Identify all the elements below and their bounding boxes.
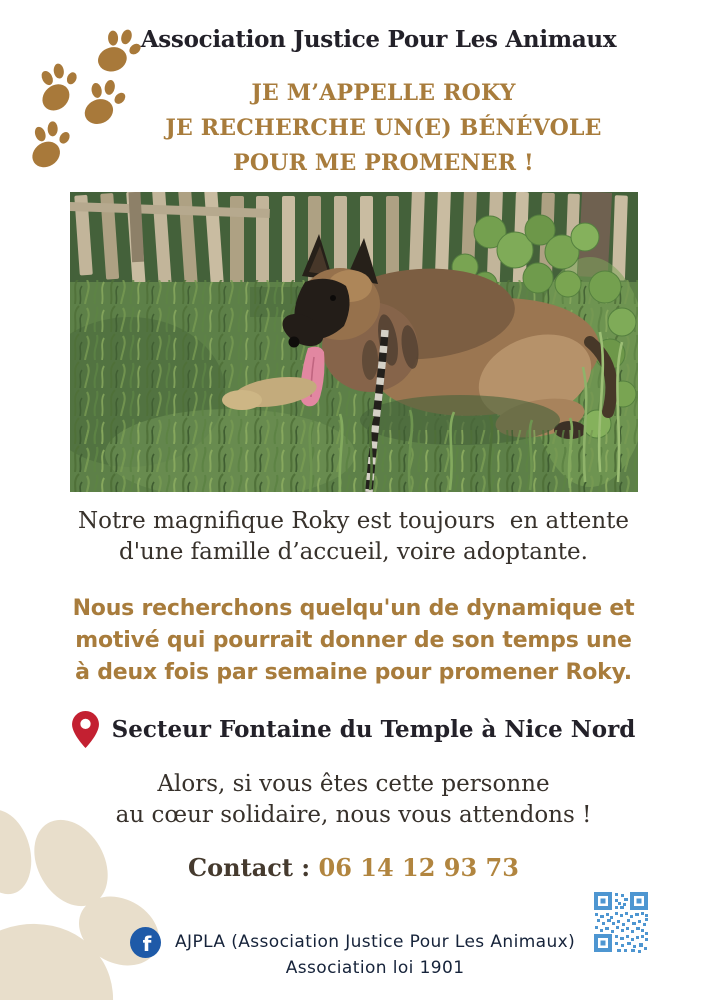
facebook-icon[interactable] (130, 927, 161, 958)
dog-photo (70, 192, 638, 492)
page-title: Association Justice Pour Les Animaux (140, 26, 617, 53)
appeal-line-1: Nous recherchons quelqu'un de dynamique et (72, 596, 635, 621)
headline-line-2: JE RECHERCHE UN(E) BÉNÉVOLE (165, 115, 602, 141)
contact-row (0, 853, 707, 882)
dog-eye (330, 295, 336, 301)
location-text: Secteur Fontaine du Temple à Nice Nord (111, 716, 636, 743)
legal-status: Association loi 1901 (285, 958, 465, 978)
appeal-line-3: à deux fois par semaine pour promener Roky. (75, 660, 632, 685)
contact-phone[interactable]: 06 14 12 93 73 (318, 853, 519, 882)
location-row (0, 711, 707, 748)
contact-label: Contact : (188, 853, 311, 882)
closing-line-2: au cœur solidaire, nous vous attendons ! (115, 802, 592, 828)
intro-line-2: d'une famille d’accueil, voire adoptante. (119, 539, 588, 565)
facebook-page-name[interactable]: AJPLA (Association Justice Pour Les Animaux) (175, 932, 576, 952)
closing-line-1: Alors, si vous êtes cette personne (157, 771, 550, 797)
dog-photo-scene (70, 192, 638, 492)
location-pin-icon (72, 711, 99, 748)
facebook-link[interactable] (130, 927, 575, 981)
intro-line-1: Notre magnifique Roky est toujours en attente (77, 508, 630, 534)
appeal-paragraph (0, 593, 707, 689)
footer-text (175, 927, 575, 981)
qr-code (593, 890, 649, 954)
svg-text:f: f (142, 932, 152, 956)
intro-paragraph (0, 506, 707, 568)
headline (60, 76, 707, 181)
dog-nose (289, 337, 300, 348)
headline-line-3: POUR ME PROMENER ! (233, 150, 534, 176)
closing-paragraph (0, 769, 707, 831)
appeal-line-2: motivé qui pourrait donner de son temps une (75, 628, 632, 653)
headline-line-1: JE M’APPELLE ROKY (251, 80, 516, 106)
